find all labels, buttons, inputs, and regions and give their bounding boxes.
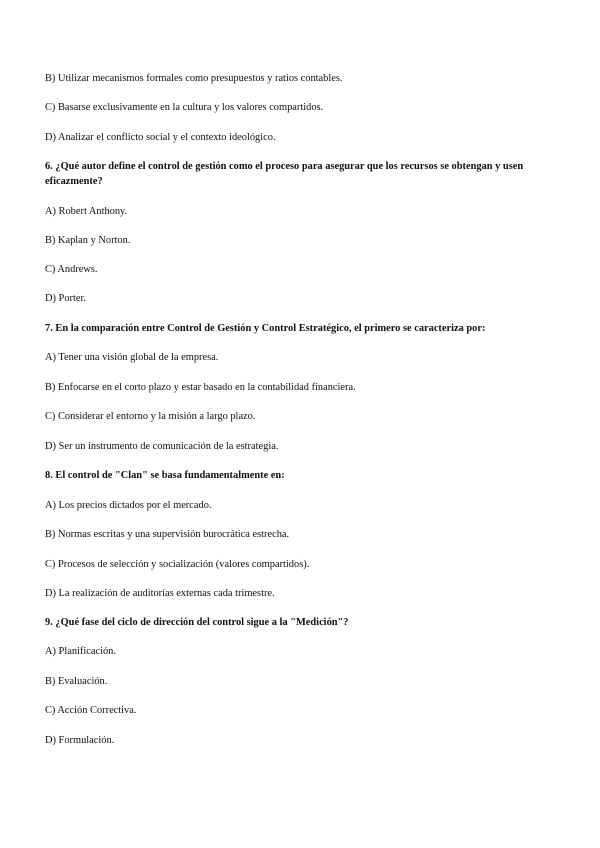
q8-option-b: B) Normas escritas y una supervisión burocrática estrecha.: [45, 529, 290, 540]
q8-option-d: D) La realización de auditorías externas cada trimestre.: [45, 588, 275, 599]
q5-option-d: D) Analizar el conflicto social y el contexto ideológico.: [45, 132, 276, 143]
q9-option-d: D) Formulación.: [45, 735, 115, 746]
q8-option-a: A) Los precios dictados por el mercado.: [45, 500, 212, 511]
q7-option-b: B) Enfocarse en el corto plazo y estar basado en la contabilidad financiera.: [45, 382, 356, 393]
q5-option-c: C) Basarse exclusivamente en la cultura y los valores compartidos.: [45, 102, 324, 113]
q6-option-d: D) Porter.: [45, 293, 86, 304]
q8-question: 8. El control de "Clan" se basa fundamentalmente en:: [45, 470, 285, 481]
q6-option-b: B) Kaplan y Norton.: [45, 235, 131, 246]
q7-option-c: C) Considerar el entorno y la misión a largo plazo.: [45, 411, 256, 422]
q7-question: 7. En la comparación entre Control de Gestión y Control Estratégico, el primero se caracteriza por:: [45, 323, 486, 334]
q9-option-a: A) Planificación.: [45, 646, 116, 657]
q6-question: 6. ¿Qué autor define el control de gestión como el proceso para asegurar que los recursos se obtengan y usen eficazmente?: [45, 161, 524, 187]
q6-option-c: C) Andrews.: [45, 264, 98, 275]
q7-option-d: D) Ser un instrumento de comunicación de la estrategia.: [45, 441, 279, 452]
q9-option-b: B) Evaluación.: [45, 676, 108, 687]
q5-option-b: B) Utilizar mecanismos formales como presupuestos y ratios contables.: [45, 73, 343, 84]
q9-option-c: C) Acción Correctiva.: [45, 705, 137, 716]
q7-option-a: A) Tener una visión global de la empresa.: [45, 352, 219, 363]
q8-option-c: C) Procesos de selección y socialización (valores compartidos).: [45, 559, 310, 570]
q6-option-a: A) Robert Anthony.: [45, 206, 128, 217]
q9-question: 9. ¿Qué fase del ciclo de dirección del control sigue a la "Medición"?: [45, 617, 349, 628]
